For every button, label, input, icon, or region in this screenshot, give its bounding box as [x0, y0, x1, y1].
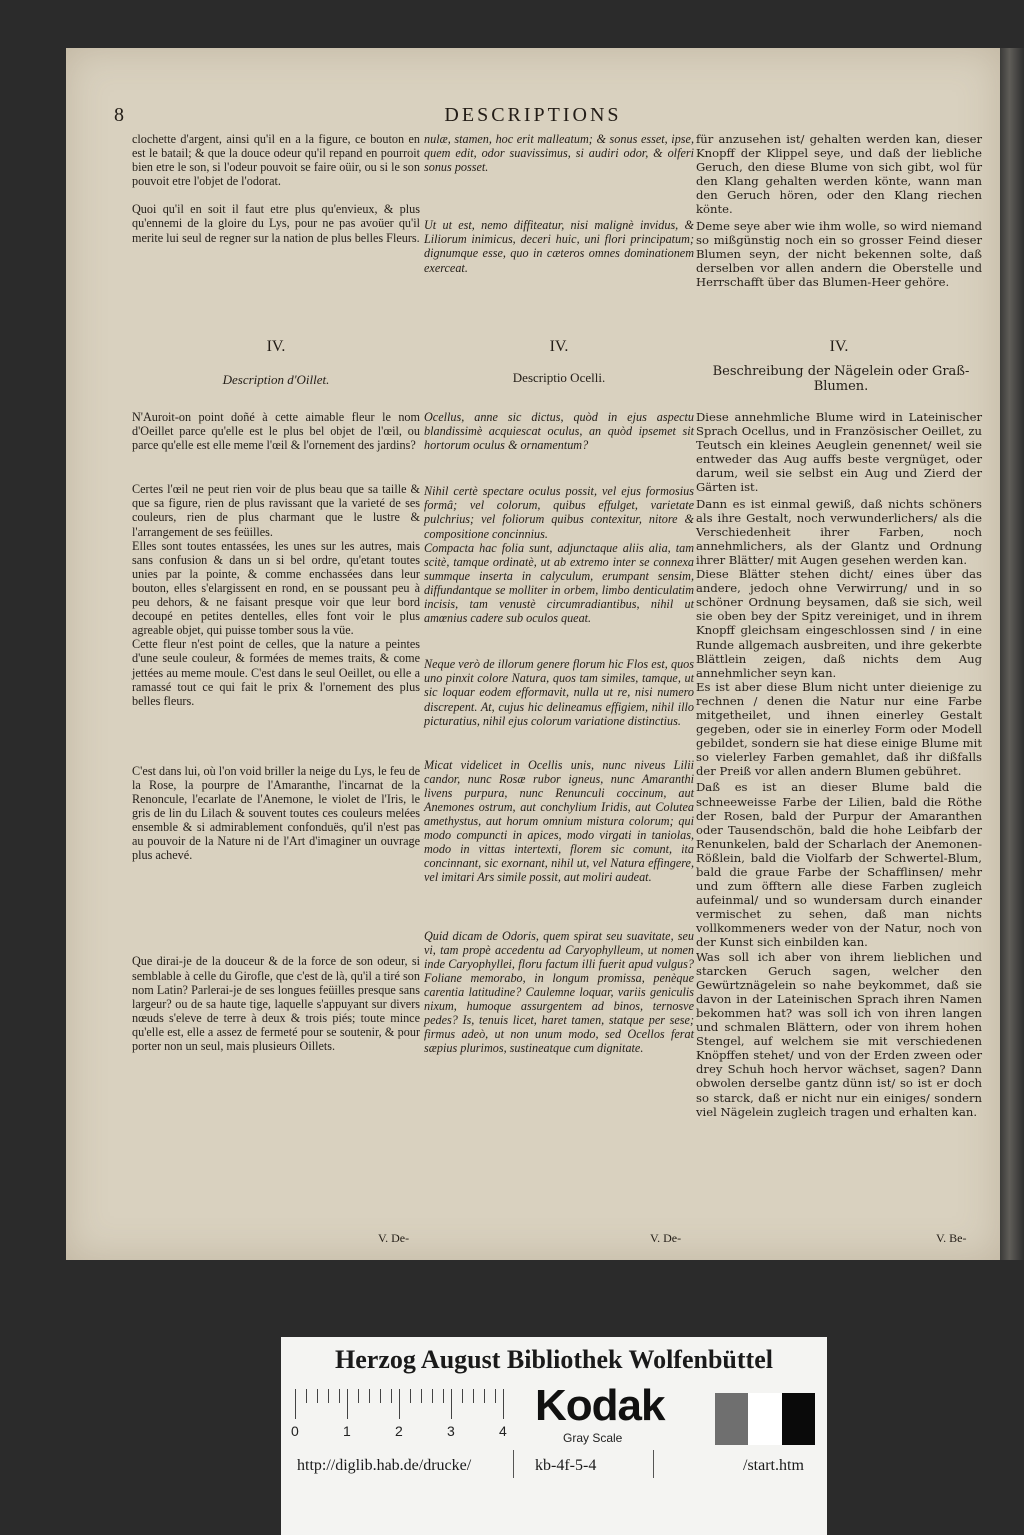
french-p1: N'Auroit-on point doñé à cette aimable fleur le nom d'Oeillet parce qu'elle est le plus bel objet de l'œil, ou parce qu'elle est elle meme l'œil & l'ornement des jardins? [132, 410, 420, 453]
page-edge [1000, 48, 1024, 1260]
german-p2: Dann es ist einmal gewiß, daß nichts schöners als ihre Gestalt, noch verwunderlichers/ als die Verschiedenheit ihrer Farben, noch annehmlichers, als der Glantz und Ordnung ihrer Blätter/ mit Augen gesehen werden kan. Diese Blätter stehen dicht/ eines über das andere, jedoch ohne Verwirrung/ und in so schöner Ordnung beysamen, daß sie sich, weil sie oben bey der Spitz vereiniget, und in ihrem Knopff gleichsam eingeschlossen sind / in eine Runde allgemach ausbreiten, und ihre gekerbte Blättlein zeigen, daß nichts dem Aug annehmlicher seyn kan. Es ist aber diese Blum nicht unter dieienige zu rechnen / denen die Natur nur eine Farbe mitgetheilet, und ihnen einerley Gestalt gegeben, oder sie in einerley Form oder Modell gebildet, sondern sie hat diese einige Blume mit so vielerley Farben gemahlet, daß ihr dißfalls der Preiß vor allen andern Blumen gebühret. [696, 496, 982, 779]
german-column [696, 410, 982, 1133]
gray-patch-white [748, 1393, 781, 1445]
running-header: DESCRIPTIONS [444, 104, 622, 126]
gray-patch-mid [715, 1393, 748, 1445]
section-title-de: Beschreibung der Nägelein oder Graß-Blumen. [712, 364, 970, 394]
ruler-scale [291, 1389, 525, 1441]
ruler-number: 4 [499, 1423, 507, 1439]
german-top-p1: für anzusehen ist/ gehalten werden kan, dieser Knopff der Klippel seye, und daß der liebliche Geruch, den diese Blume von sich gibt, wol für den Klang gehalten werden könte, wann man den Geruch hören, oder den Klang riechen könte. [696, 132, 982, 217]
page-number: 8 [114, 104, 124, 126]
german-p3: Daß es ist an dieser Blume bald die schneeweisse Farbe der Lilien, bald die Röthe der Rosen, bald der Purpur der Amaranthen oder Tausendschön, bald die hohe Leibfarb der Renunkelen, bald der Scharlach der Anemonen-Rößlein, bald die Violfarb der Schwertel-Blum, bald die graue Farbe der Schafflinsen/ mehr und zum öfftern alle diese Farben zugleich aufeinmal/ und so wundersam durch einander vermischet zu sehen, daß man nichts vollkommeners weder von der Natur, noch von der Kunst sich einbilden kan. Was soll ich aber von ihrem lieblichen und starcken Geruch sagen, welcher den Gewürtznägelein so nahe beykommet, daß sie davon in der Lateinischen Sprach ihren Namen bekommen hat? was soll ich von ihren langen und schmalen Blättern, oder von ihrem hohen Stengel, auf welchem sie mit verschiedenen Knöpffen stehet/ und von der Erden zween oder drey Schuh hoch hervor wächset, sagen? Dann obwolen derselbe gantz dünn ist/ so ist er doch so starck, daß er nicht nur ein einiges/ sondern viel Nägelein zugleich tragen und erhalten kan. [696, 780, 982, 1119]
latin-top-p1: nulæ, stamen, hoc erit malleatum; & sonus esset, ipse, quem edit, odor suavissimus, si audiri odor, & olferi sonus posset. [424, 132, 694, 175]
footer-url: http://diglib.hab.de/drucke/ [297, 1457, 472, 1474]
ruler-number: 1 [343, 1423, 351, 1439]
french-p2: Certes l'œil ne peut rien voir de plus beau que sa taille & que sa figure, rien de plus ravissant que la varieté de ses couleurs, rien de plus charmant que le lustre & l'arrangement de ses feüilles. Elles sont toutes entassées, les unes sur les autres, mais sans confusion & dans un si bel ordre, qu'etant toutes unies par la pointe, & comme enchassées dans leur bouton, elles s'elargissent en rond, en se poussant peu à peu dehors, & ne faisant presque voir que leur bord decoupé en petites dentelles, elles font voir le plus agreable objet, qui puisse tomber sous la vüe. Cette fleur n'est point de celles, que la nature a peintes d'une seule couleur, & formées de memes traits, & come jettées au meme moule. C'est dans le seul Oeillet, ou elle a ramassé tout ce qui fait le prix & l'ornement des plus belles fleurs. [132, 482, 420, 708]
german-top-p2: Deme seye aber wie ihm wolle, so wird niemand so mißgünstig noch ein so grosser Feind dieser Blumen seyn, der nicht bekennen solte, daß derselben vor allen andern die Oberstelle und Herrschafft über das Blumen-Heer gehöre. [696, 218, 982, 289]
catchword-la: V. De- [650, 1231, 682, 1245]
latin-top-p2: Ut ut est, nemo diffiteatur, nisi malignè invidus, & Liliorum inimicus, deceri huic, uni flori principatum; dignumque esse, quo in cæteros omnes dominationem exerceat. [424, 218, 694, 275]
gray-scale-label: Gray Scale [563, 1431, 623, 1445]
french-top-column [132, 132, 420, 259]
section-numeral-la: IV. [549, 338, 569, 355]
latin-top-column [424, 132, 694, 289]
gray-patch-black [782, 1393, 815, 1445]
german-top-column [696, 132, 982, 303]
color-target-card [281, 1337, 827, 1535]
latin-p5: Quid dicam de Odoris, quem spirat seu suavitate, seu vi, tam propè accedentu ad Caryophylleum, ut nomen inde Caryophyllei, floru factum illi fuerit apud vulgus? Foliane memorabo, in longum promissa, penèque carentia latitudine? Caulemne loquar, variis geniculis nixum, humoque assurgentem ad binos, ternosve pedes? Is, tenuis licet, haret tamen, statque per sese; firmus adeò, ut non unum modo, sed Ocellos ferat sæpius plurimos, sustineatque cum dignitate. [424, 928, 694, 1056]
ruler-number: 0 [291, 1423, 299, 1439]
latin-p3: Neque verò de illorum genere florum hic Flos est, quos uno pinxit colore Natura, quos tam similes, tamque, ut sic loquar eodem efformavit, nulla ut re, nisi numero discrepent. At, cujus hic delineamus effigiem, nihil illo picturatius, nihil ejus colorum variatione distinctius. [424, 657, 694, 728]
book-page [66, 48, 1000, 1260]
french-top-p1: clochette d'argent, ainsi qu'il en a la figure, ce bouton en est le batail; & que la douce odeur qu'il repand en pourroit bien etre le son, si l'odeur pouvoit se faire oüir, ou si le son pouvoit etre l'objet de l'odorat. [132, 132, 420, 189]
section-numeral-de: IV. [829, 338, 849, 355]
french-column [132, 410, 420, 1067]
ruler-number: 2 [395, 1423, 403, 1439]
section-title-la: Descriptio Ocelli. [512, 370, 606, 385]
section-numeral-fr: IV. [266, 338, 286, 355]
catchword-fr: V. De- [378, 1231, 410, 1245]
ruler-number: 3 [447, 1423, 455, 1439]
library-name: Herzog August Bibliothek Wolfenbüttel [335, 1345, 773, 1374]
french-p3: C'est dans lui, où l'on void briller la neige du Lys, le feu de la Rose, la pourpre de l'Amaranthe, l'incarnat de la Renoncule, l'ecarlate de l'Anemone, le violet de l'Iris, le gris de lin du Lilach & souvent toutes ces couleurs melées ensemble & si admirablement confonduës, qu'il n'est pas au pouvoir de la Nature ni de l'Art d'imaginer un ouvrage plus achevé. [132, 763, 420, 863]
footer-shelfmark: kb-4f-5-4 [535, 1457, 597, 1474]
kodak-logo: Kodak [535, 1381, 665, 1430]
latin-column [424, 410, 694, 1069]
french-p4: Que dirai-je de la douceur & de la force de son odeur, si semblable à celle du Girofle, que c'est de là, qu'il a tiré son nom Latin? Parlerai-je de ses longues feüilles presque sans largeur? ou de sa haute tige, laquelle s'appuyant sur divers nœuds s'eleve de terre à deux & trois piés; toute mince qu'elle est, elle a assez de fermeté pour se soutenir, & pour porter non un seul, mais plusieurs Oillets. [132, 954, 420, 1053]
latin-p1: Ocellus, anne sic dictus, quòd in ejus aspectu blandissimè acquiescat oculus, an quòd ipsemet sit hortorum oculus & ornamentum? [424, 410, 694, 453]
latin-p2: Nihil certè spectare oculus possit, vel ejus formosius formâ; vel colorum, quibus effulget, varietate pulchrius; vel foliorum quibus contexitur, nitore & compositione concinnius. Compacta hac folia sunt, adjunctaque aliis alia, tam scitè, tamque ordinatè, ut ab extremo inter se connexa summque inserta in calyculum, erumpant sensim, diffundantque se molliter in orbem, limbo denticulatim incisis, tam venustè circumradiantibus, nihil ut amœnius cadere sub oculos queat. [424, 484, 694, 626]
catchword-de: V. Be- [936, 1231, 967, 1245]
german-p1: Diese annehmliche Blume wird in Lateinischer Sprach Ocellus, und in Französischer Oeillet, zu Teutsch ein kleines Aeuglein genennet/ weil sie entweder das Aug auffs beste vergnüget, oder darum, weil sie selbst ein Aug und Zierd der Gärten ist. [696, 410, 982, 495]
footer-start: /start.htm [743, 1457, 804, 1474]
french-top-p2: Quoi qu'il en soit il faut etre plus qu'envieux, & plus qu'ennemi de la gloire du Lys, pour ne pas avoüer qu'il merite lui seul de regner sur la nation de plus belles Fleurs. [132, 202, 420, 245]
gray-patches [715, 1393, 815, 1445]
section-title-fr: Description d'Oillet. [222, 372, 330, 387]
latin-p4: Micat videlicet in Ocellis unis, nunc niveus Lilii candor, nunc Rosæ rubor igneus, nunc Amaranthi livens purpura, nunc Renunculi coccinum, aut Anemones ostrum, aut conchylium Iridis, aut Colutea amethystus, aut horum omnium mistura colorum; qui modo compuncti in apices, modo virgati in taniolas, modo in vittas intertexti, florem sic comunt, ita concinnant, sic exornant, nihil ut, vel Natura effingere, vel imitari Ars simile possit, aut moliri audeat. [424, 757, 694, 885]
